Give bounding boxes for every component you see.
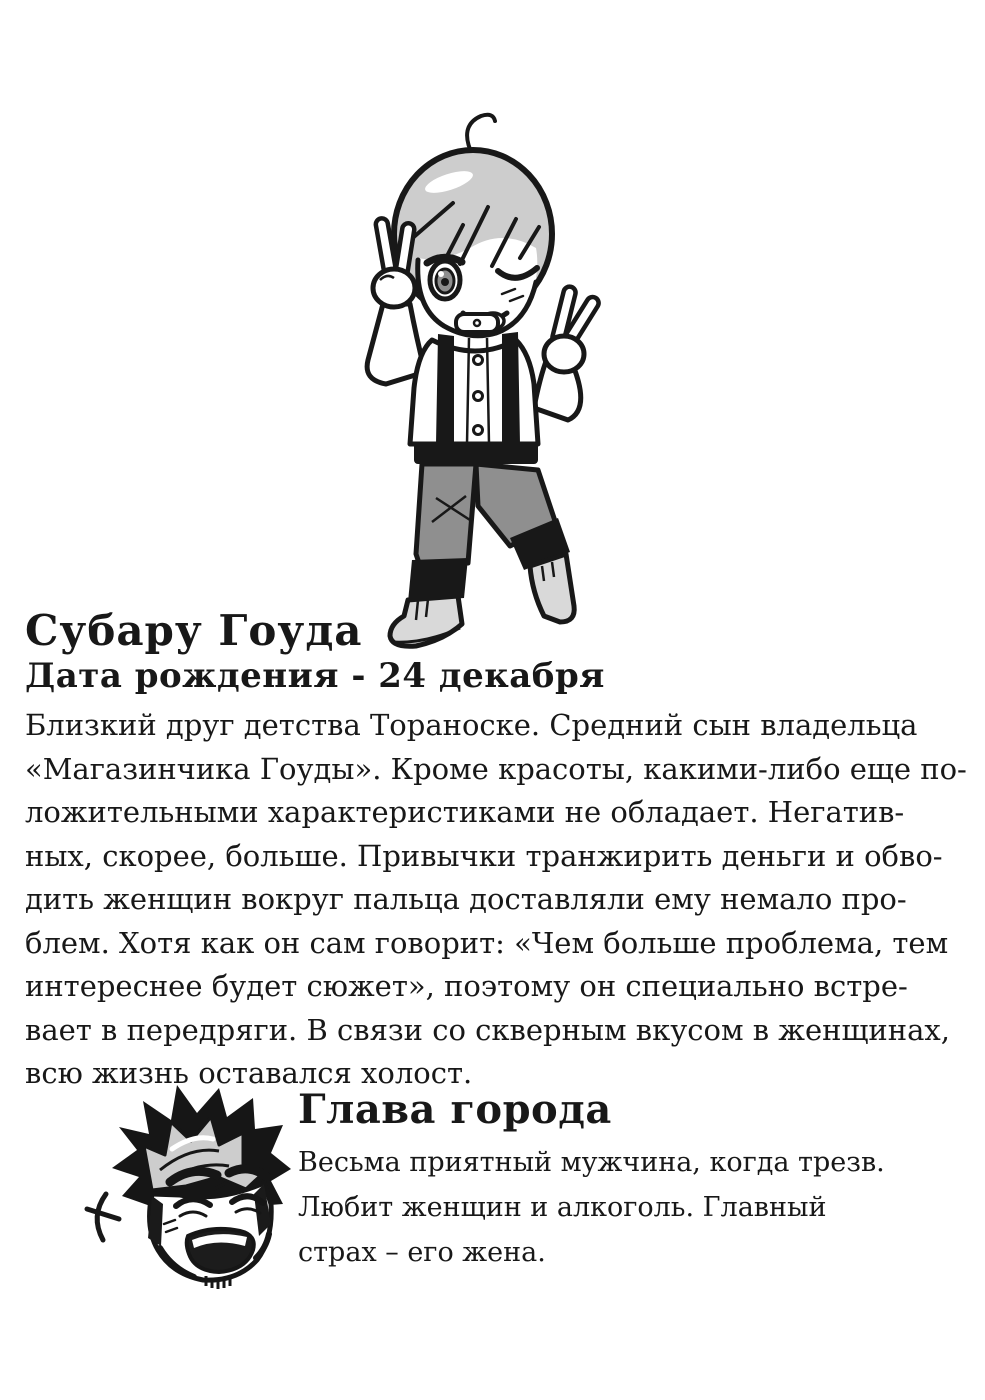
description-line: Близкий друг детства Тораноске. Средний сын владельца [25, 708, 918, 742]
character2-description [298, 1140, 958, 1275]
man-face-illustration-container [60, 1076, 298, 1306]
peace-sign-right [544, 285, 601, 372]
character1-name: Субару Гоуда [25, 606, 363, 655]
description-line: страх – его жена. [298, 1237, 546, 1268]
chibi-character-illustration [352, 106, 604, 662]
right-boot [530, 554, 574, 622]
waistband [414, 442, 538, 464]
character2-name: Глава города [298, 1086, 612, 1133]
sound-effect-x-mark [87, 1194, 119, 1240]
chibi-illustration-container [352, 106, 604, 662]
description-line: всю жизнь оставался холост. [25, 1056, 473, 1090]
description-line: блем. Хотя как он сам говорит: «Чем больше проблема, тем [25, 925, 949, 960]
description-line: интереснее будет сюжет», поэтому он специально встре- [25, 969, 908, 1003]
character1-description [25, 704, 970, 1096]
description-line: вает в передряги. В связи со скверным вкусом в женщинах, [25, 1012, 950, 1047]
collar [456, 314, 498, 332]
left-boot [390, 596, 462, 646]
description-line: дить женщин вокруг пальца доставляли ему немало про- [25, 882, 907, 916]
description-line: «Магазинчика Гоуды». Кроме красоты, какими-либо еще по- [25, 751, 967, 786]
shirt-button [474, 356, 483, 365]
description-line: ных, скорее, больше. Привычки транжирить деньги и обво- [25, 838, 943, 873]
description-line: Весьма приятный мужчина, когда трезв. [298, 1147, 885, 1178]
character1-birth-date: Дата рождения - 24 декабря [25, 656, 605, 696]
shirt-button [474, 392, 483, 401]
description-line: ложительными характеристиками не обладает. Негатив- [25, 795, 905, 829]
laughing-man-illustration [60, 1076, 298, 1306]
shirt-button [474, 426, 483, 435]
description-line: Любит женщин и алкоголь. Главный [298, 1192, 827, 1223]
pants-left-leg [416, 464, 476, 566]
laughing-mouth [187, 1229, 254, 1272]
